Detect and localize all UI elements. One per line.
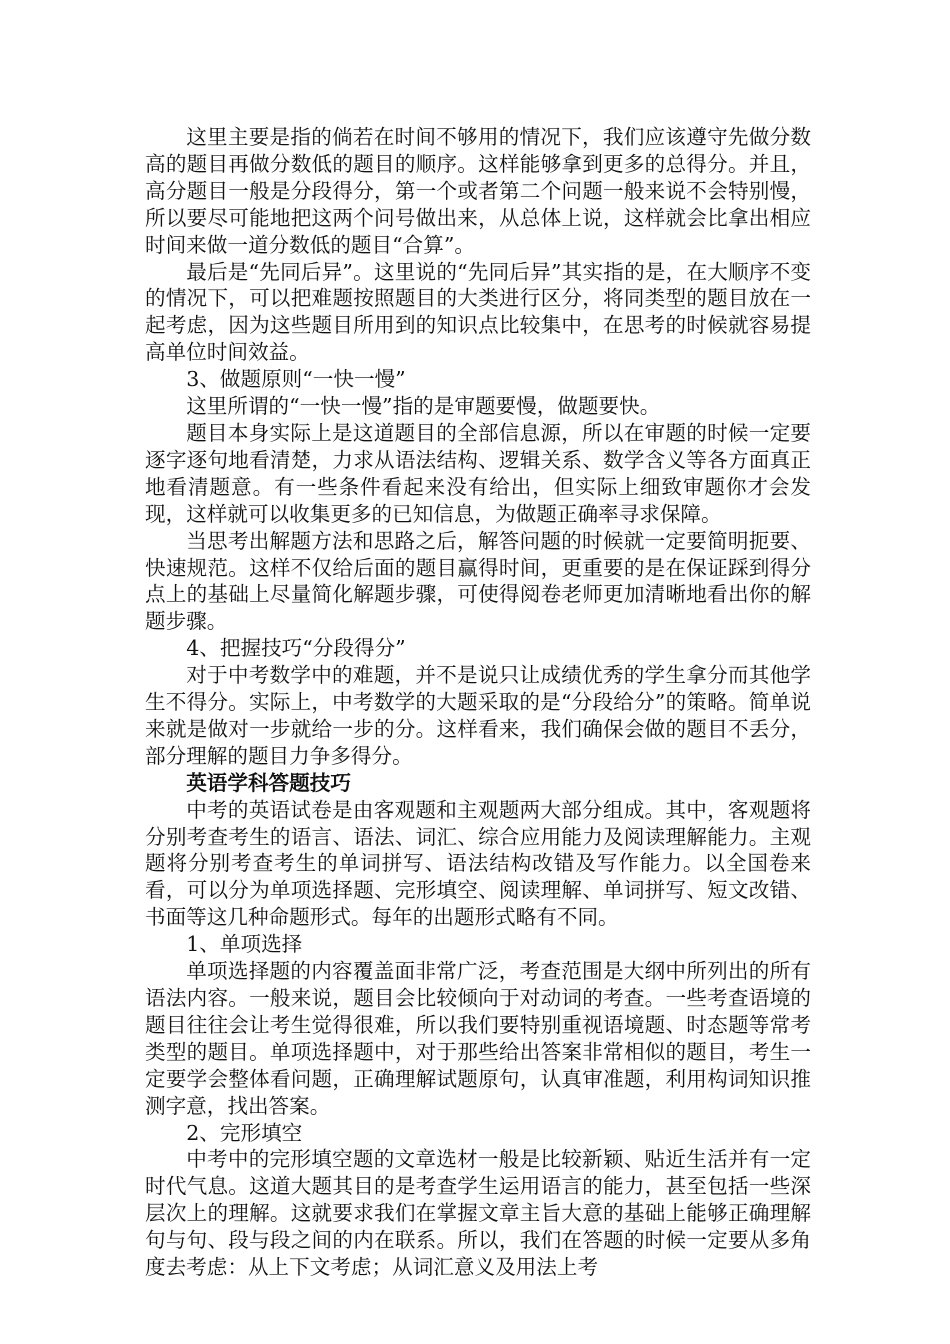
- section-heading: 英语学科答题技巧: [186, 770, 351, 795]
- paragraph: 单项选择题的内容覆盖面非常广泛，考查范围是大纲中所列出的所有语法内容。一般来说，题目会比较倾向于对动词的考查。一些考查语境的题目往往会让考生觉得很难，所以我们要特别重视语境题、时态题等常考类型的题目。单项选择题中，对于那些给出答案非常相似的题目，考生一定要学会整体看问题，正确理解试题原句，认真审准题，利用构词知识推测字意，找出答案。: [145, 959, 811, 1118]
- document-body: [145, 124, 811, 1281]
- paragraph: 这里所谓的“一快一慢”指的是审题要慢，做题要快。: [186, 394, 661, 419]
- paragraph: 中考的英语试卷是由客观题和主观题两大部分组成。其中，客观题将分别考查考生的语言、语法、词汇、综合应用能力及阅读理解能力。主观题将分别考查考生的单词拼写、语法结构改错及写作能力。以全国卷来看，可以分为单项选择题、完形填空、阅读理解、单词拼写、短文改错、书面等这几种命题形式。每年的出题形式略有不同。: [145, 797, 811, 930]
- paragraph: 这里主要是指的倘若在时间不够用的情况下，我们应该遵守先做分数高的题目再做分数低的题目的顺序。这样能够拿到更多的总得分。并且，高分题目一般是分段得分，第一个或者第二个问题一般来说不会特别慢，所以要尽可能地把这两个问号做出来，从总体上说，这样就会比拿出相应时间来做一道分数低的题目“合算”。: [145, 125, 811, 257]
- paragraph: 对于中考数学中的难题，并不是说只让成绩优秀的学生拿分而其他学生不得分。实际上，中考数学的大题采取的是“分段给分”的策略。简单说来就是做对一步就给一步的分。这样看来，我们确保会做的题目不丢分，部分理解的题目力争多得分。: [145, 663, 811, 768]
- section-subheading: 4、把握技巧“分段得分”: [186, 636, 406, 661]
- paragraph: 中考中的完形填空题的文章选材一般是比较新颖、贴近生活并有一定时代气息。这道大题其目的是考查学生运用语言的能力，甚至包括一些深层次上的理解。这就要求我们在掌握文章主旨大意的基础上能够正确理解句与句、段与段之间的内在联系。所以，我们在答题的时候一定要从多角度去考虑：从上下文考虑；从词汇意义及用法上考: [145, 1147, 811, 1280]
- section-subheading: 3、做题原则“一快一慢”: [186, 367, 406, 392]
- paragraph: 最后是“先同后异”。这里说的“先同后异”其实指的是，在大顺序不变的情况下，可以把难题按照题目的大类进行区分，将同类型的题目放在一起考虑，因为这些题目所用到的知识点比较集中，在思考的时候就容易提高单位时间效益。: [145, 259, 811, 365]
- paragraph: 当思考出解题方法和思路之后，解答问题的时候就一定要简明扼要、快速规范。这样不仅给后面的题目赢得时间，更重要的是在保证踩到得分点上的基础上尽量简化解题步骤，可使得阅卷老师更加清晰地看出你的解题步骤。: [145, 528, 811, 634]
- paragraph: 题目本身实际上是这道题目的全部信息源，所以在审题的时候一定要逐字逐句地看清楚，力求从语法结构、逻辑关系、数学含义等各方面真正地看清题意。有一些条件看起来没有给出，但实际上细致审题你才会发现，这样就可以收集更多的已知信息，为做题正确率寻求保障。: [145, 420, 811, 526]
- section-subheading: 1、单项选择: [186, 932, 303, 957]
- section-subheading: 2、完形填空: [186, 1120, 303, 1145]
